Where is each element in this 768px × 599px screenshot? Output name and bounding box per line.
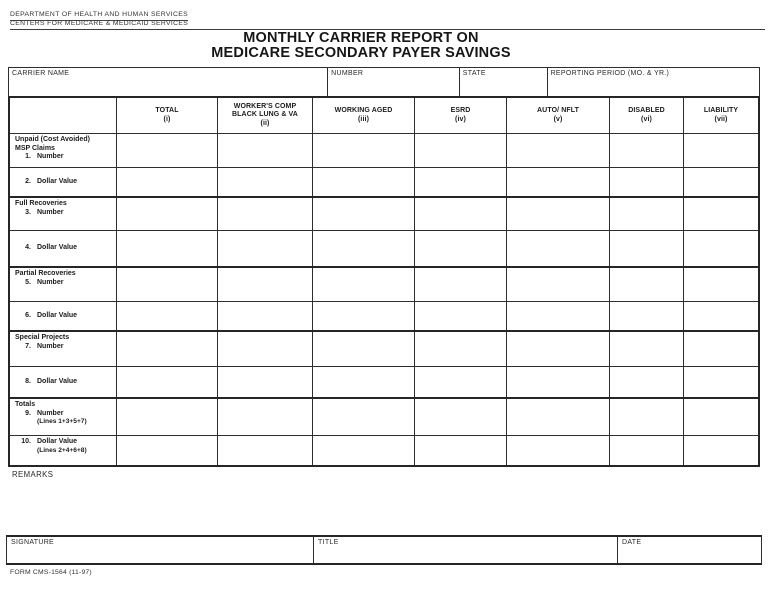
cell-row-5-auto-nflt[interactable] — [507, 268, 610, 301]
signature-field-title-label: TITLE — [318, 539, 339, 546]
row-row-6-item-label: Dollar Value — [37, 311, 78, 319]
signature-field-signature[interactable] — [7, 537, 314, 563]
row-row-9-note: (Lines 1+3+5+7) — [37, 418, 87, 426]
row-row-10-note: (Lines 2+4+6+8) — [37, 446, 87, 454]
cell-row-5-disabled[interactable] — [610, 268, 684, 301]
column-header-working-aged-numeral: (iii) — [358, 115, 369, 123]
row-row-1-item — [15, 153, 114, 162]
table-row-6 — [10, 302, 758, 332]
savings-table — [8, 96, 760, 467]
row-label-row-8 — [10, 367, 117, 397]
cell-row-10-esrd[interactable] — [415, 436, 507, 465]
agency-line-2 — [10, 20, 765, 30]
cell-row-10-total[interactable] — [117, 436, 218, 465]
cell-row-7-liability[interactable] — [684, 332, 758, 366]
cell-row-8-working-aged[interactable] — [313, 367, 415, 397]
cell-row-3-working-aged[interactable] — [313, 198, 415, 230]
column-header-working-aged-line1: WORKING AGED — [334, 107, 393, 114]
cell-row-10-workers-comp-black-lung-va[interactable] — [218, 436, 313, 465]
row-row-9-item-number: 9. — [25, 409, 31, 417]
row-row-7-item — [15, 343, 114, 352]
cell-row-8-esrd[interactable] — [415, 367, 507, 397]
cell-row-9-auto-nflt[interactable] — [507, 399, 610, 435]
cell-row-10-auto-nflt[interactable] — [507, 436, 610, 465]
row-label-row-7 — [10, 332, 117, 366]
column-header-workers-comp-black-lung-va-line2: BLACK LUNG & VA — [232, 111, 298, 119]
table-row-5 — [10, 268, 758, 302]
row-row-2-item-number: 2. — [25, 177, 31, 185]
row-row-1-item-label: Number — [37, 153, 64, 161]
cell-row-8-auto-nflt[interactable] — [507, 367, 610, 397]
table-row-10 — [10, 436, 758, 465]
cell-row-4-total[interactable] — [117, 231, 218, 266]
column-header-liability-numeral: (vii) — [714, 115, 728, 123]
cell-row-8-liability[interactable] — [684, 367, 758, 397]
row-row-10-item-number: 10. — [21, 438, 31, 445]
form-number: FORM CMS-1564 (11-97) — [10, 569, 92, 576]
cell-row-7-total[interactable] — [117, 332, 218, 366]
row-row-1-item-number: 1. — [25, 153, 31, 161]
cell-row-9-disabled[interactable] — [610, 399, 684, 435]
cell-row-4-liability[interactable] — [684, 231, 758, 266]
cell-row-8-disabled[interactable] — [610, 367, 684, 397]
carrier-field-carrier-name[interactable] — [9, 68, 328, 96]
table-row-9 — [10, 399, 758, 436]
row-row-8-item — [15, 378, 114, 387]
cell-row-6-working-aged[interactable] — [313, 302, 415, 330]
row-label-row-3 — [10, 198, 117, 230]
table-row-2 — [10, 168, 758, 198]
cell-row-1-working-aged[interactable] — [313, 134, 415, 167]
row-row-7-item-label: Number — [37, 342, 64, 350]
row-row-10-item-label: Dollar Value — [37, 438, 78, 445]
cell-row-3-liability[interactable] — [684, 198, 758, 230]
cell-row-1-total[interactable] — [117, 134, 218, 167]
row-row-9-item — [15, 410, 114, 419]
row-row-2-item — [15, 178, 114, 187]
cell-row-2-working-aged[interactable] — [313, 168, 415, 196]
carrier-field-state[interactable] — [460, 68, 548, 96]
cell-row-7-disabled[interactable] — [610, 332, 684, 366]
signature-field-title[interactable] — [314, 537, 618, 563]
carrier-field-reporting-period[interactable] — [548, 68, 759, 96]
carrier-field-number-label: NUMBER — [331, 70, 364, 77]
row-row-2-item-label: Dollar Value — [37, 177, 78, 185]
signature-field-signature-label: SIGNATURE — [11, 539, 55, 546]
cell-row-6-total[interactable] — [117, 302, 218, 330]
cell-row-6-disabled[interactable] — [610, 302, 684, 330]
cell-row-4-auto-nflt[interactable] — [507, 231, 610, 266]
column-header-disabled-line1: DISABLED — [628, 107, 665, 114]
row-row-9-heading-line1: Totals — [15, 401, 36, 408]
row-row-3-heading-line1: Full Recoveries — [15, 200, 67, 207]
cell-row-2-disabled[interactable] — [610, 168, 684, 196]
cell-row-3-total[interactable] — [117, 198, 218, 230]
cell-row-5-liability[interactable] — [684, 268, 758, 301]
column-header-workers-comp-black-lung-va-numeral: (ii) — [260, 119, 270, 127]
row-row-3-item — [15, 209, 114, 218]
table-row-7 — [10, 332, 758, 367]
cell-row-6-esrd[interactable] — [415, 302, 507, 330]
column-header-total — [117, 98, 218, 133]
row-row-5-heading-line1: Partial Recoveries — [15, 270, 76, 277]
row-row-6-item — [15, 312, 114, 321]
row-row-6-item-number: 6. — [25, 311, 31, 319]
cell-row-2-total[interactable] — [117, 168, 218, 196]
row-row-1-heading-line2: MSP Claims — [15, 144, 55, 152]
cell-row-4-disabled[interactable] — [610, 231, 684, 266]
cell-row-5-working-aged[interactable] — [313, 268, 415, 301]
table-row-4 — [10, 231, 758, 268]
column-header-workers-comp-black-lung-va-line1: WORKER'S COMP — [233, 102, 297, 110]
row-row-10-item — [15, 438, 114, 447]
agency-line-1: DEPARTMENT OF HEALTH AND HUMAN SERVICES — [10, 11, 188, 21]
cell-row-7-working-aged[interactable] — [313, 332, 415, 366]
cell-row-1-esrd[interactable] — [415, 134, 507, 167]
form-title-line-2: MEDICARE SECONDARY PAYER SAVINGS — [211, 45, 511, 61]
carrier-field-carrier-name-label: CARRIER NAME — [12, 70, 70, 77]
row-row-4-item-number: 4. — [25, 244, 31, 252]
cell-row-9-esrd[interactable] — [415, 399, 507, 435]
row-row-5-item — [15, 279, 114, 288]
cell-row-5-workers-comp-black-lung-va[interactable] — [218, 268, 313, 301]
row-label-row-9 — [10, 399, 117, 435]
carrier-field-number[interactable] — [328, 68, 460, 96]
column-header-esrd-numeral: (iv) — [455, 115, 466, 123]
column-header-total-line1: TOTAL — [155, 107, 179, 114]
signature-row — [6, 535, 762, 565]
row-label-row-2 — [10, 168, 117, 196]
cell-row-6-auto-nflt[interactable] — [507, 302, 610, 330]
row-row-4-item — [15, 244, 114, 253]
cell-row-6-liability[interactable] — [684, 302, 758, 330]
cell-row-1-auto-nflt[interactable] — [507, 134, 610, 167]
cell-row-4-esrd[interactable] — [415, 231, 507, 266]
table-row-3 — [10, 198, 758, 231]
row-row-5-item-number: 5. — [25, 278, 31, 286]
agency-line-2-text: CENTERS FOR MEDICARE & MEDICAID SERVICES — [10, 20, 189, 27]
table-row-8 — [10, 367, 758, 399]
row-row-1-heading-line1: Unpaid (Cost Avoided) — [15, 136, 90, 143]
cell-row-3-auto-nflt[interactable] — [507, 198, 610, 230]
cell-row-3-workers-comp-black-lung-va[interactable] — [218, 198, 313, 230]
cell-row-5-total[interactable] — [117, 268, 218, 301]
signature-field-date-label: DATE — [622, 539, 642, 546]
row-row-7-heading-line1: Special Projects — [15, 334, 70, 341]
carrier-field-reporting-period-label: REPORTING PERIOD (MO. & YR.) — [550, 70, 670, 77]
column-header-auto-nflt-line1: AUTO/ NFLT — [537, 107, 579, 114]
column-header-disabled — [610, 98, 684, 133]
cell-row-10-working-aged[interactable] — [313, 436, 415, 465]
cell-row-7-esrd[interactable] — [415, 332, 507, 366]
signature-field-date[interactable] — [618, 537, 761, 563]
row-row-3-item-label: Number — [37, 208, 64, 216]
column-header-auto-nflt-numeral: (v) — [553, 115, 563, 123]
column-header-working-aged — [313, 98, 415, 133]
carrier-info-row — [8, 67, 760, 96]
row-row-7-item-number: 7. — [25, 342, 31, 350]
row-label-row-10 — [10, 436, 117, 465]
carrier-field-state-label: STATE — [462, 70, 486, 77]
cell-row-2-workers-comp-black-lung-va[interactable] — [218, 168, 313, 196]
row-row-8-item-label: Dollar Value — [37, 377, 78, 385]
row-label-row-6 — [10, 302, 117, 330]
column-header-auto-nflt — [507, 98, 610, 133]
row-row-3-item-number: 3. — [25, 208, 31, 216]
cell-row-1-liability[interactable] — [684, 134, 758, 167]
row-row-5-item-label: Number — [37, 278, 64, 286]
row-label-row-5 — [10, 268, 117, 301]
cell-row-2-liability[interactable] — [684, 168, 758, 196]
cell-row-2-auto-nflt[interactable] — [507, 168, 610, 196]
column-header-disabled-numeral: (vi) — [641, 115, 652, 123]
cell-row-5-esrd[interactable] — [415, 268, 507, 301]
column-header-liability-line1: LIABILITY — [703, 107, 739, 114]
cell-row-4-working-aged[interactable] — [313, 231, 415, 266]
cell-row-9-total[interactable] — [117, 399, 218, 435]
cell-row-1-workers-comp-black-lung-va[interactable] — [218, 134, 313, 167]
cell-row-9-working-aged[interactable] — [313, 399, 415, 435]
cell-row-6-workers-comp-black-lung-va[interactable] — [218, 302, 313, 330]
cell-row-10-disabled[interactable] — [610, 436, 684, 465]
cell-row-1-disabled[interactable] — [610, 134, 684, 167]
row-label-row-4 — [10, 231, 117, 266]
cell-row-8-workers-comp-black-lung-va[interactable] — [218, 367, 313, 397]
remarks-input-area[interactable] — [8, 481, 760, 533]
column-header-esrd — [415, 98, 507, 133]
form-title — [0, 31, 722, 61]
column-header-total-numeral: (i) — [163, 115, 171, 123]
row-row-8-item-number: 8. — [25, 377, 31, 385]
column-header-esrd-line1: ESRD — [450, 107, 471, 114]
cell-row-4-workers-comp-black-lung-va[interactable] — [218, 231, 313, 266]
cell-row-9-liability[interactable] — [684, 399, 758, 435]
cell-row-7-auto-nflt[interactable] — [507, 332, 610, 366]
table-row-1 — [10, 134, 758, 168]
cell-row-9-workers-comp-black-lung-va[interactable] — [218, 399, 313, 435]
table-header-row — [10, 98, 758, 134]
remarks-label: REMARKS — [12, 470, 54, 479]
form-title-line-1: MONTHLY CARRIER REPORT ON — [243, 30, 479, 46]
row-label-row-1 — [10, 134, 117, 167]
cell-row-3-disabled[interactable] — [610, 198, 684, 230]
table-corner-cell — [10, 98, 117, 133]
column-header-workers-comp-black-lung-va — [218, 98, 313, 133]
row-row-9-item-label: Number — [37, 409, 64, 417]
cell-row-7-workers-comp-black-lung-va[interactable] — [218, 332, 313, 366]
cell-row-2-esrd[interactable] — [415, 168, 507, 196]
column-header-liability — [684, 98, 758, 133]
cell-row-3-esrd[interactable] — [415, 198, 507, 230]
row-row-4-item-label: Dollar Value — [37, 244, 78, 252]
cell-row-10-liability[interactable] — [684, 436, 758, 465]
cell-row-8-total[interactable] — [117, 367, 218, 397]
